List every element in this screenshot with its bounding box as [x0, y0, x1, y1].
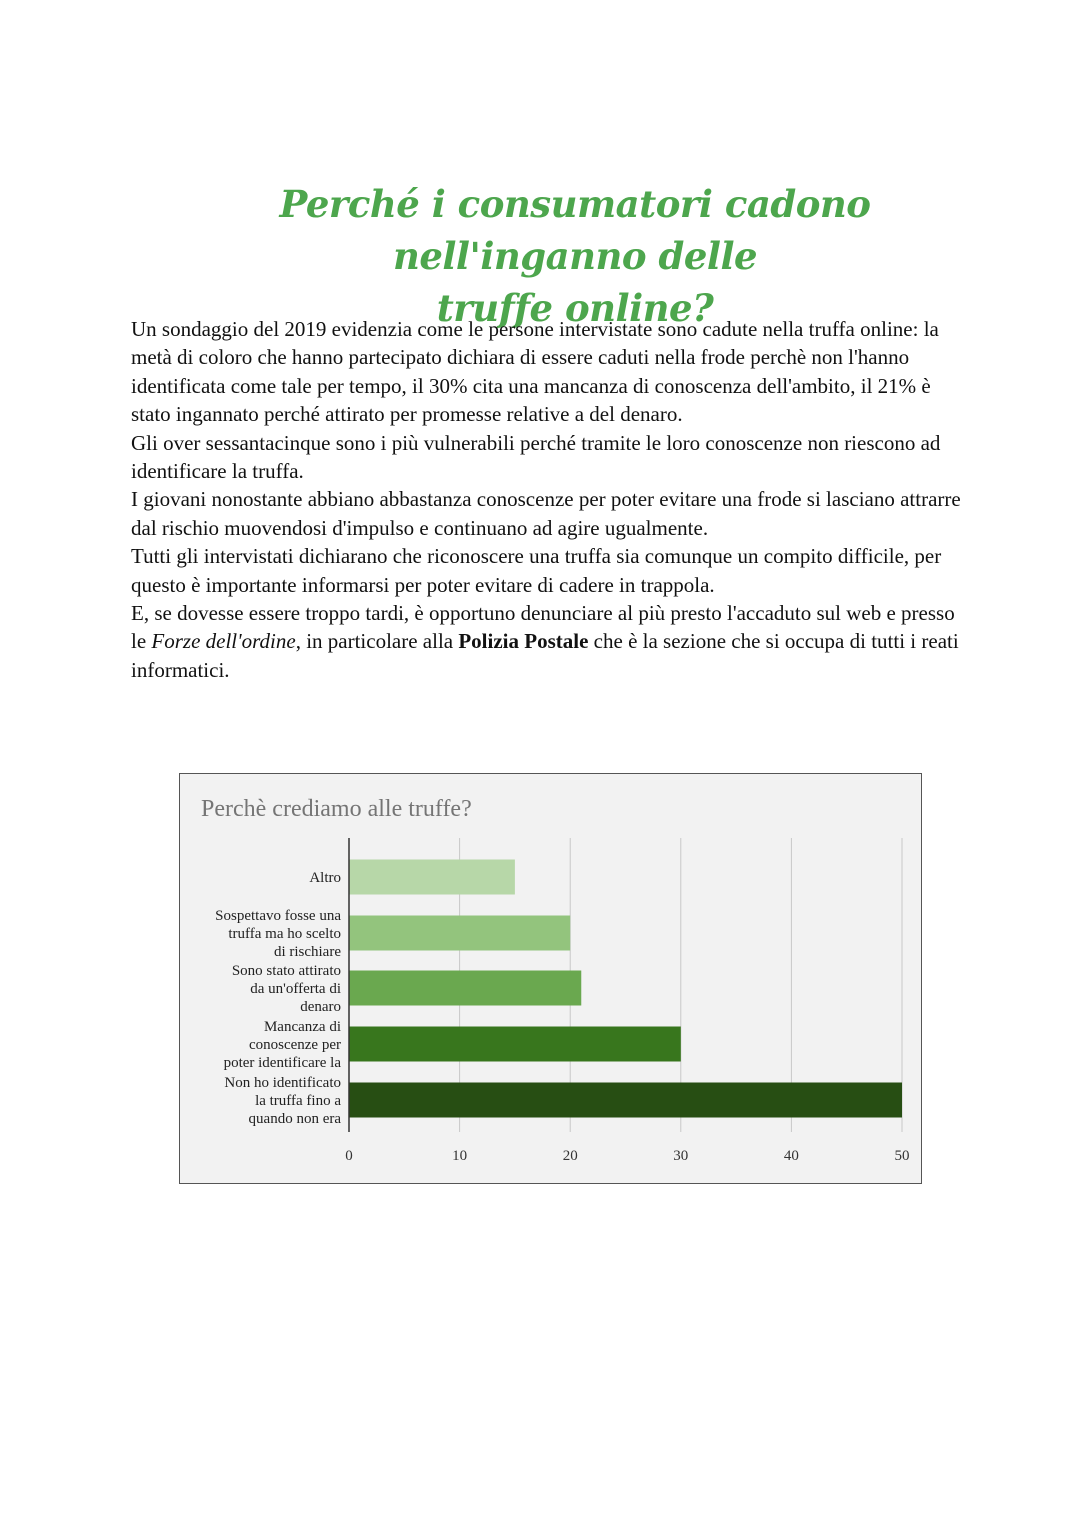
x-tick-label: 30	[673, 1148, 689, 1164]
category-label-line: Sono stato attirato	[231, 963, 341, 979]
category-label-line: di rischiare	[273, 944, 341, 960]
category-label-line: da un'offerta di	[250, 981, 341, 997]
report-text-end: che è la sezione che si occupa di tutti i reati informatici.	[131, 629, 959, 682]
polizia-postale-text: Polizia Postale	[458, 629, 589, 654]
category-label-line: Altro	[309, 870, 341, 886]
paragraph-over-65: Gli over sessantacinque sono i più vulnerabili perché tramite le loro conoscenze non riescono ad identificare la truffa.	[131, 430, 941, 484]
title-line-1: Perché i consumatori cadono nell'inganno delle	[279, 182, 871, 278]
bar-1	[349, 860, 515, 895]
category-label-2	[215, 908, 341, 960]
bar-3	[349, 971, 581, 1006]
paragraph-report	[131, 599, 961, 684]
category-label-line: conoscenze per	[248, 1037, 341, 1053]
bar-5	[349, 1083, 902, 1118]
report-text-mid: , in particolare alla	[295, 629, 459, 654]
report-text-start: E, se dovesse essere troppo tardi, è opportuno denunciare al più presto l'accaduto sul web e presso le	[131, 601, 955, 654]
x-tick-label: 50	[894, 1148, 910, 1164]
category-label-line: truffa ma ho scelto	[228, 926, 341, 942]
category-label-line: quando non era	[248, 1111, 341, 1127]
category-label-1	[309, 870, 341, 886]
paragraph-young: I giovani nonostante abbiano abbastanza conoscenze per poter evitare una frode si lasciano attrarre dal rischio muovendosi d'impulso e continuano ad agire ugualmente.	[131, 487, 961, 540]
paragraph-difficulty: Tutti gli intervistati dichiarano che riconoscere una truffa sia comunque un compito difficile, per questo è importante informarsi per poter evitare di cadere in trappola.	[131, 544, 942, 597]
category-label-5	[224, 1075, 341, 1127]
x-tick-label: 0	[345, 1148, 353, 1164]
category-label-line: poter identificare la	[223, 1055, 341, 1071]
page-title	[150, 178, 1000, 334]
title-line-2: truffe online?	[436, 286, 714, 330]
category-label-line: Non ho identificato	[224, 1075, 341, 1091]
category-label-4	[224, 1019, 342, 1071]
bar-2	[349, 916, 570, 951]
chart-container	[179, 773, 922, 1184]
bar-chart	[180, 774, 920, 1182]
bar-4	[349, 1027, 681, 1062]
category-label-line: Sospettavo fosse una	[215, 908, 341, 924]
category-label-3	[232, 963, 341, 1015]
article-body	[131, 315, 961, 684]
category-label-line: la truffa fino a	[255, 1093, 341, 1109]
x-tick-label: 20	[562, 1148, 578, 1164]
paragraph-survey: Un sondaggio del 2019 evidenzia come le persone intervistate sono cadute nella truffa online: la metà di coloro che hanno partecipato dichiara di essere caduti nella frode perchè non l'hanno identificata come tale per tempo, il 30% cita una mancanza di conoscenza dell'ambito, il 21% è stato ingannato perché attirato per promesse relative a del denaro.	[131, 317, 939, 427]
category-label-line: denaro	[300, 999, 341, 1015]
x-tick-label: 40	[783, 1148, 799, 1164]
category-label-line: Mancanza di	[263, 1019, 341, 1035]
x-tick-label: 10	[452, 1148, 468, 1164]
forze-ordine-text: Forze dell'ordine	[151, 629, 296, 654]
chart-title: Perchè crediamo alle truffe?	[201, 796, 472, 822]
